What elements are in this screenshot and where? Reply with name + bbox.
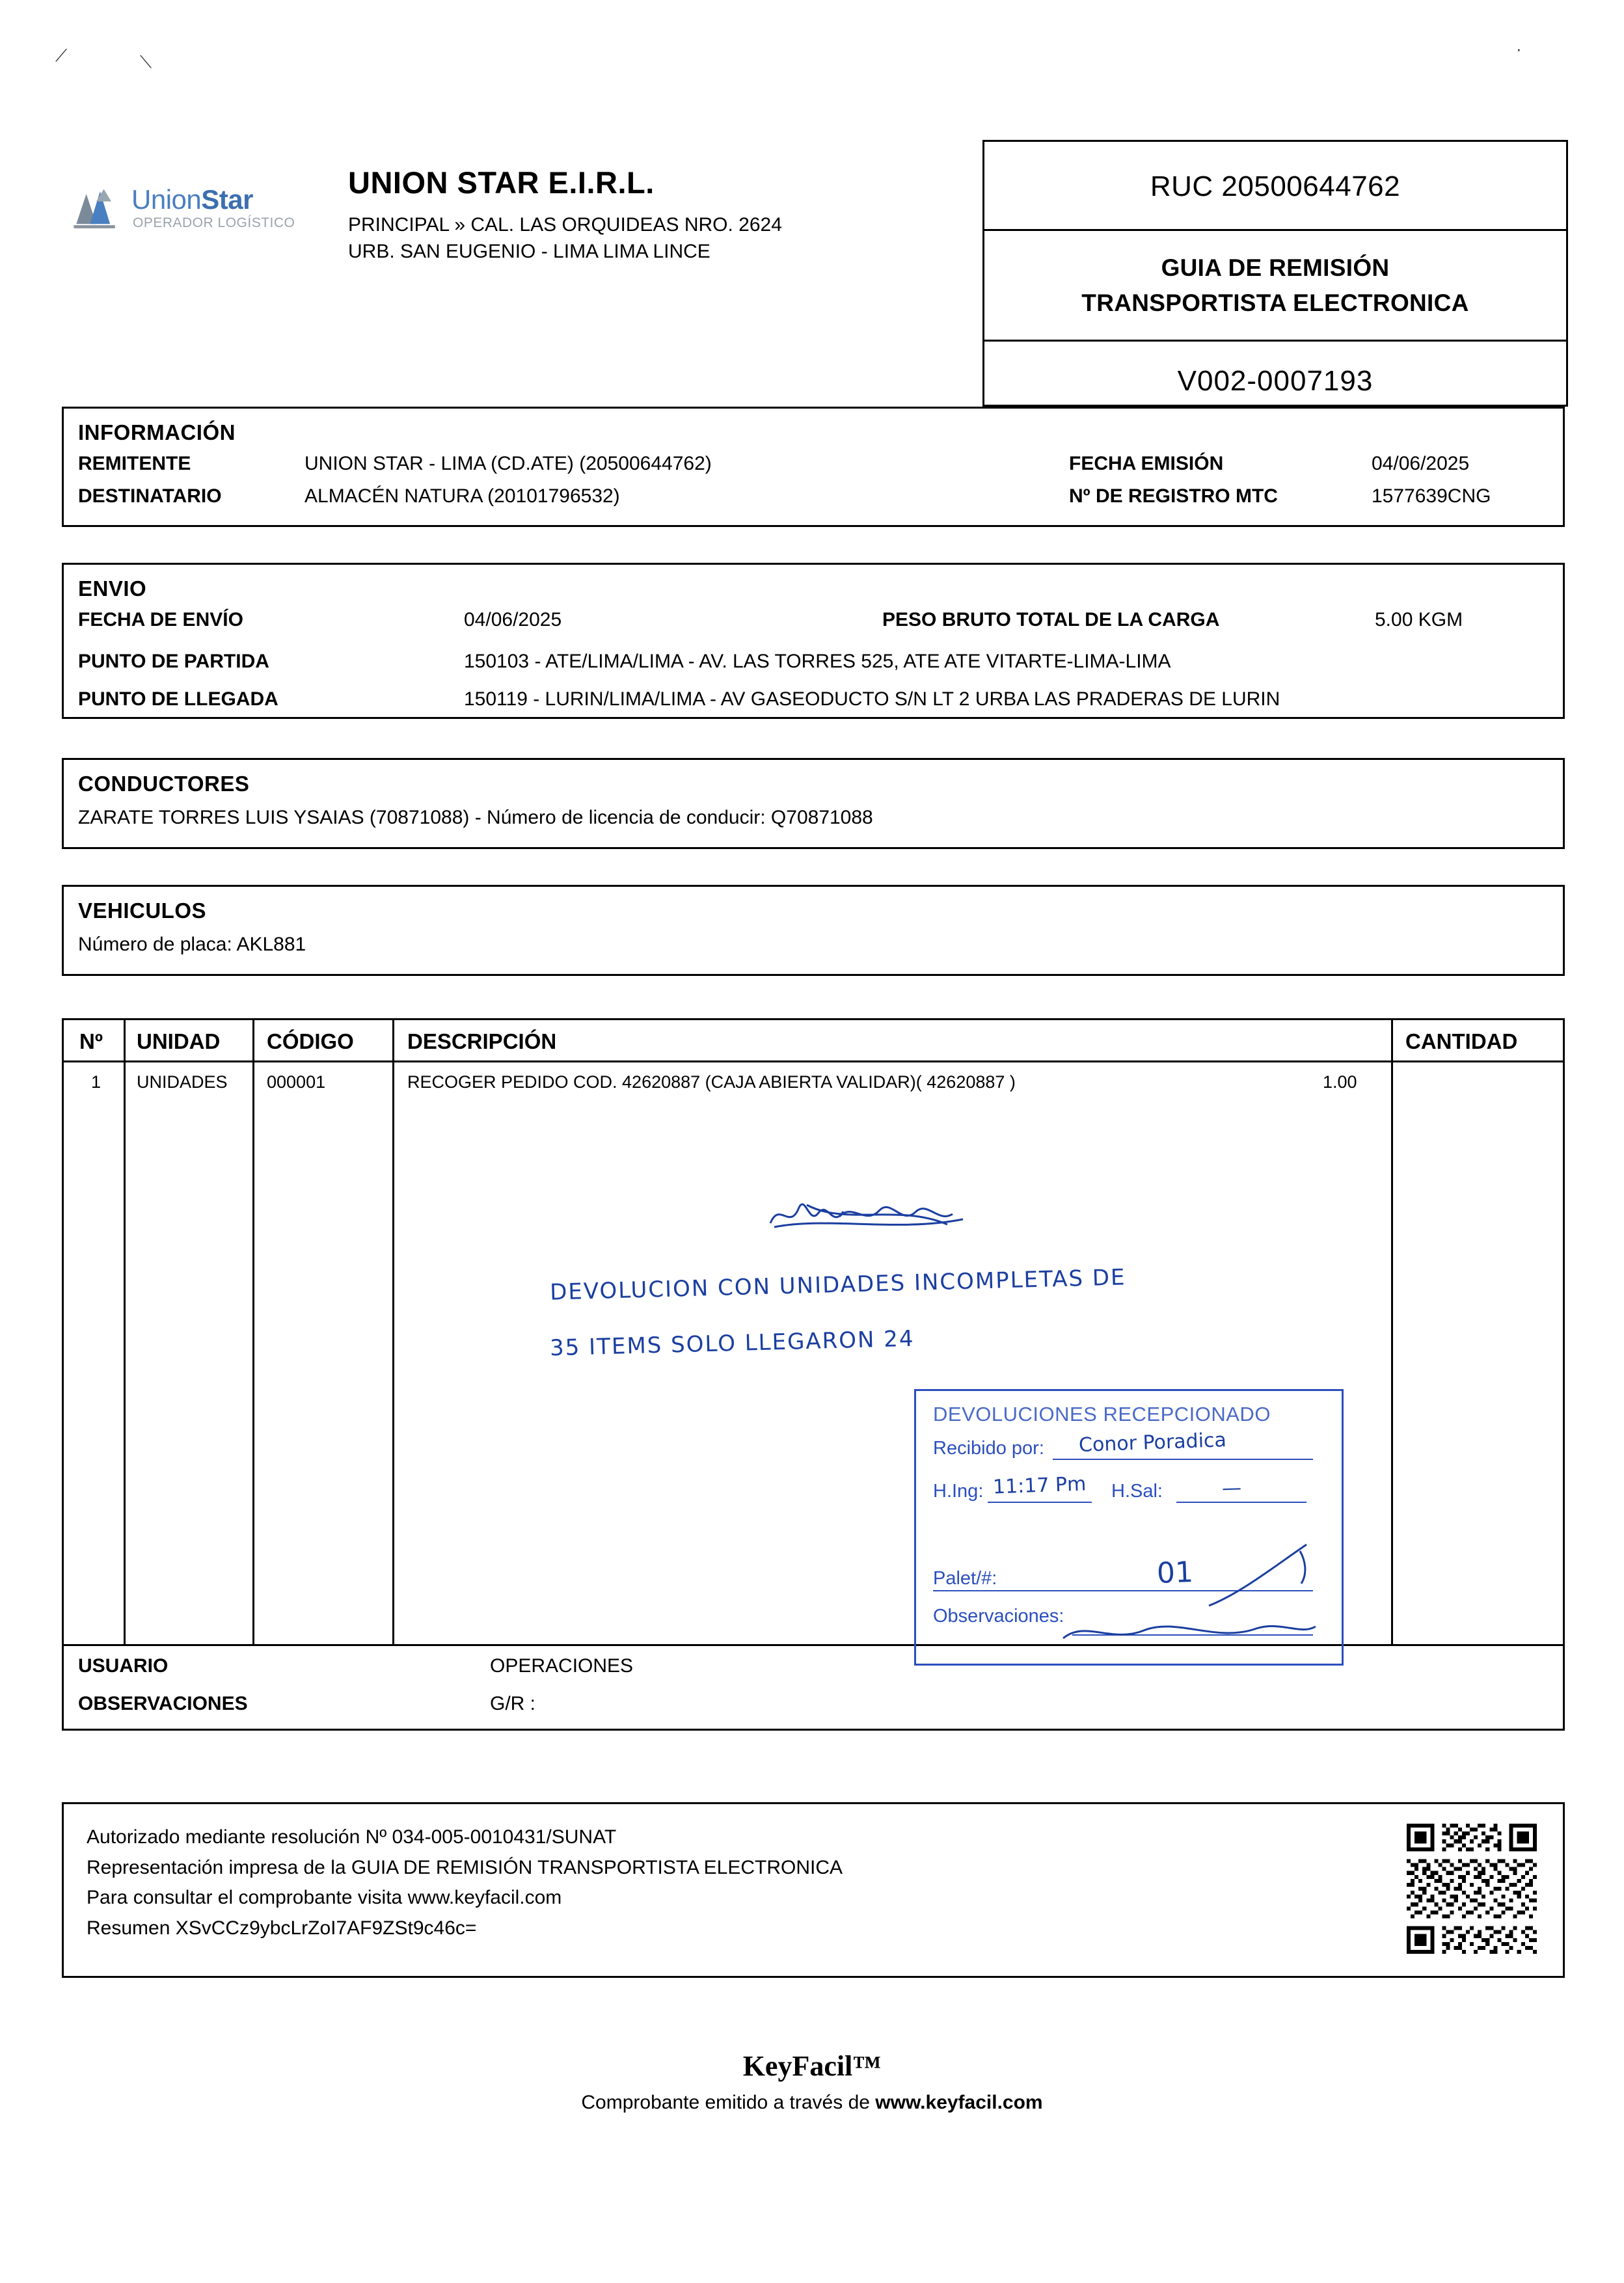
stamp-hsal-value: — xyxy=(1221,1476,1242,1500)
brand-subtitle-prefix: Comprobante emitido a través de xyxy=(581,2092,876,2113)
stray-pen-mark-2: ⟍ xyxy=(140,52,152,72)
legal-line-1: Autorizado mediante resolución Nº 034-005-0010431/SUNAT xyxy=(87,1826,617,1848)
logo-word-star: Star xyxy=(201,184,253,215)
section-vehiculos xyxy=(62,885,1565,976)
registro-mtc-label: Nº DE REGISTRO MTC xyxy=(1069,485,1278,507)
stamp-recibido-label: Recibido por: xyxy=(933,1438,1044,1459)
stamp-palet-check-scribble xyxy=(1202,1541,1320,1619)
legal-line-3: Para consultar el comprobante visita www.keyfacil.com xyxy=(87,1887,562,1908)
items-header-unidad: UNIDAD xyxy=(137,1029,221,1053)
punto-llegada-label: PUNTO DE LLEGADA xyxy=(78,688,278,710)
stamp-recibido-value: Conor Poradica xyxy=(1078,1429,1227,1457)
signature-scribble xyxy=(768,1197,982,1236)
section-conductores xyxy=(62,758,1565,849)
stamp-observaciones-label: Observaciones: xyxy=(933,1606,1064,1627)
legal-text-block xyxy=(87,1822,843,1943)
punto-partida-value: 150103 - ATE/LIMA/LIMA - AV. LAS TORRES 525, ATE ATE VITARTE-LIMA-LIMA xyxy=(464,651,1171,672)
document-ruc: RUC 20500644762 xyxy=(1150,170,1401,202)
legal-line-2: Representación impresa de la GUIA DE REMISIÓN TRANSPORTISTA ELECTRONICA xyxy=(87,1856,843,1878)
handwritten-note-line-1: DEVOLUCION CON UNIDADES INCOMPLETAS DE xyxy=(549,1264,1127,1306)
fecha-envio-value: 04/06/2025 xyxy=(464,609,562,630)
document-header xyxy=(59,140,1568,398)
divider-2 xyxy=(984,340,1566,342)
reception-stamp xyxy=(914,1389,1344,1666)
stamp-palet-label: Palet/#: xyxy=(933,1568,997,1589)
section-envio xyxy=(62,563,1565,719)
company-name: UNION STAR E.I.R.L. xyxy=(348,165,655,200)
stamp-hing-rule xyxy=(988,1502,1092,1503)
table-row-descripcion: RECOGER PEDIDO COD. 42620887 (CAJA ABIERTA VALIDAR)( 42620887 ) xyxy=(407,1072,1016,1092)
items-header-codigo: CÓDIGO xyxy=(267,1029,354,1053)
items-header-cantidad: CANTIDAD xyxy=(1405,1029,1518,1053)
table-row-nro: 1 xyxy=(91,1072,102,1092)
fecha-envio-label: FECHA DE ENVÍO xyxy=(78,609,243,630)
logo-wordmark xyxy=(131,184,253,215)
fecha-emision-label: FECHA EMISIÓN xyxy=(1069,453,1224,474)
brand-subtitle xyxy=(0,2092,1624,2114)
handwritten-note-line-2: 35 ITEMS SOLO LLEGARON 24 xyxy=(549,1325,915,1362)
items-col-divider-3 xyxy=(392,1020,394,1644)
footer-brand xyxy=(0,2049,1624,2114)
punto-llegada-value: 150119 - LURIN/LIMA/LIMA - AV GASEODUCTO S/N LT 2 URBA LAS PRADERAS DE LURIN xyxy=(464,688,1280,710)
stamp-title: DEVOLUCIONES RECEPCIONADO xyxy=(933,1403,1271,1425)
usuario-value: OPERACIONES xyxy=(490,1655,634,1677)
company-logo xyxy=(59,172,332,263)
stamp-hsal-label: H.Sal: xyxy=(1111,1481,1163,1502)
section-vehiculos-title: VEHICULOS xyxy=(78,898,207,923)
logo-word-union: Union xyxy=(131,184,202,215)
punto-partida-label: PUNTO DE PARTIDA xyxy=(78,651,269,672)
conductor-detail: ZARATE TORRES LUIS YSAIAS (70871088) - Número de licencia de conducir: Q70871088 xyxy=(78,807,873,828)
table-row-codigo: 000001 xyxy=(267,1072,326,1092)
company-address-line-2: URB. SAN EUGENIO - LIMA LIMA LINCE xyxy=(348,240,710,262)
remitente-value: UNION STAR - LIMA (CD.ATE) (20500644762) xyxy=(304,453,712,474)
fecha-emision-value: 04/06/2025 xyxy=(1372,453,1470,474)
remitente-label: REMITENTE xyxy=(78,453,191,474)
document-type-title xyxy=(984,250,1566,320)
table-row-unidad: UNIDADES xyxy=(137,1072,228,1092)
registro-mtc-value: 1577639CNG xyxy=(1372,485,1491,507)
observaciones-value: G/R : xyxy=(490,1693,536,1714)
document-identity-box xyxy=(982,140,1568,407)
company-info xyxy=(348,165,1038,265)
stray-pen-mark-3: · xyxy=(1516,39,1522,59)
destinatario-label: DESTINATARIO xyxy=(78,485,222,507)
brand-name: KeyFacil™ xyxy=(742,2050,882,2082)
document-type-line-2: TRANSPORTISTA ELECTRONICA xyxy=(1081,289,1469,316)
qr-code-icon xyxy=(1407,1824,1537,1954)
stamp-palet-value: 01 xyxy=(1156,1556,1194,1590)
items-header-descripcion: DESCRIPCIÓN xyxy=(407,1029,557,1053)
usuario-label: USUARIO xyxy=(78,1655,169,1677)
items-col-divider-4 xyxy=(1391,1020,1393,1644)
items-header-nro: Nº xyxy=(79,1029,103,1053)
unionstar-logo-icon xyxy=(65,180,128,243)
stamp-hing-value: 11:17 Pm xyxy=(992,1472,1087,1499)
section-informacion-title: INFORMACIÓN xyxy=(78,420,236,444)
divider-1 xyxy=(984,229,1566,231)
brand-subtitle-link: www.keyfacil.com xyxy=(875,2092,1043,2113)
company-address-line-1: PRINCIPAL » CAL. LAS ORQUIDEAS NRO. 2624 xyxy=(348,214,782,236)
stamp-hsal-rule xyxy=(1176,1502,1306,1503)
peso-bruto-value: 5.00 KGM xyxy=(1375,609,1463,630)
items-header-divider xyxy=(64,1060,1563,1062)
document-serie-number: V002-0007193 xyxy=(1177,365,1374,398)
items-col-divider-1 xyxy=(124,1020,126,1644)
stray-pen-mark-1: ⟋ xyxy=(55,46,68,65)
destinatario-value: ALMACÉN NATURA (20101796532) xyxy=(304,485,620,507)
document-type-line-1: GUIA DE REMISIÓN xyxy=(1161,254,1390,281)
peso-bruto-label: PESO BRUTO TOTAL DE LA CARGA xyxy=(882,609,1220,630)
section-conductores-title: CONDUCTORES xyxy=(78,772,250,796)
stamp-observaciones-scribble xyxy=(1059,1612,1320,1651)
stamp-hing-label: H.Ing: xyxy=(933,1481,984,1502)
section-envio-title: ENVIO xyxy=(78,576,147,601)
items-col-divider-2 xyxy=(252,1020,254,1644)
table-row-cantidad: 1.00 xyxy=(1323,1072,1357,1092)
legal-line-4: Resumen XSvCCz9ybcLrZoI7AF9ZSt9c46c= xyxy=(87,1917,477,1939)
section-informacion xyxy=(62,407,1565,527)
section-legal xyxy=(62,1802,1565,1978)
observaciones-label: OBSERVACIONES xyxy=(78,1693,248,1714)
vehiculo-detail: Número de placa: AKL881 xyxy=(78,934,306,955)
logo-tagline: OPERADOR LOGÍSTICO xyxy=(133,215,295,230)
stamp-recibido-rule xyxy=(1053,1459,1313,1460)
